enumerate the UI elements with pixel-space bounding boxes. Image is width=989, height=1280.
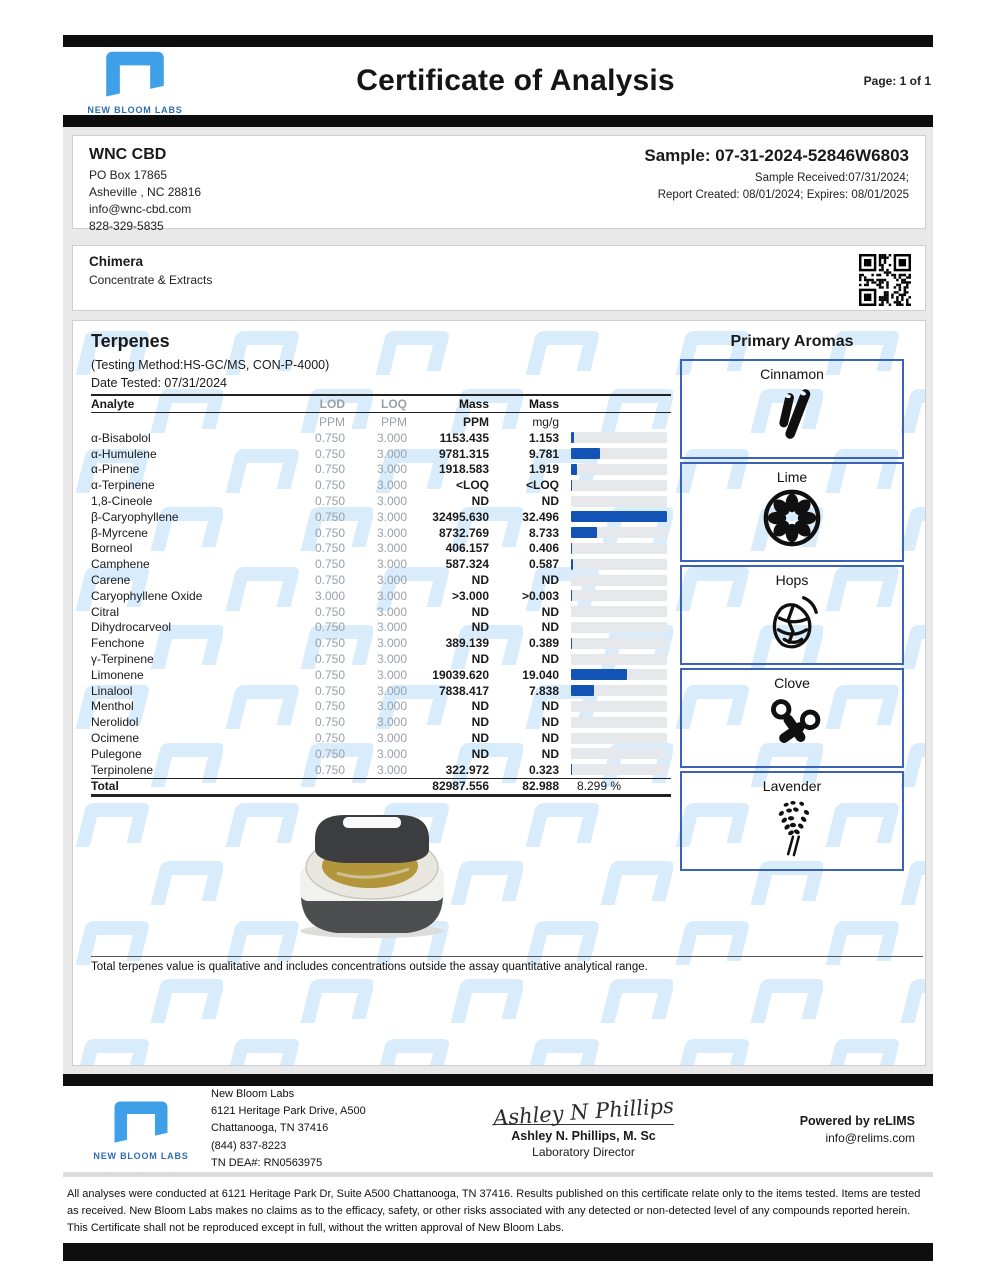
cell-mass-mgg: ND — [541, 652, 559, 667]
bottom-rule-bar — [63, 1243, 933, 1261]
footer-rule-bar — [63, 1074, 933, 1086]
bar-track — [571, 638, 667, 649]
testing-method: (Testing Method:HS-GC/MS, CON-P-4000) — [91, 358, 330, 372]
bar-fill — [571, 764, 572, 775]
product-box — [72, 245, 926, 311]
table-header-row — [91, 394, 671, 413]
cell-analyte: Citral — [91, 604, 120, 619]
cell-mass-mgg: ND — [541, 731, 559, 746]
cell-lod: 0.750 — [314, 652, 345, 667]
cell-mass-mgg: >0.003 — [521, 588, 559, 603]
table-row — [91, 651, 671, 667]
aroma-box-cinnamon — [680, 359, 904, 459]
cell-mass-ppm: 9781.315 — [438, 446, 489, 461]
cell-mass-ppm: ND — [471, 699, 489, 714]
cell-mass-mgg: 0.406 — [528, 541, 559, 556]
bar-fill — [571, 559, 573, 570]
bar-track — [571, 543, 667, 554]
lab-address2: Chattanooga, TN 37416 — [211, 1122, 329, 1135]
cell-mass-ppm: ND — [471, 731, 489, 746]
cell-lod: 0.750 — [314, 636, 345, 651]
table-row — [91, 762, 671, 778]
cell-analyte: Borneol — [91, 541, 133, 556]
table-row — [91, 620, 671, 636]
cell-loq: 3.000 — [376, 494, 407, 509]
cell-bar — [571, 622, 671, 633]
cell-mass-ppm: >3.000 — [451, 588, 489, 603]
cell-mass-ppm: ND — [471, 746, 489, 761]
powered-by: Powered by reLIMS — [799, 1113, 915, 1128]
cell-bar — [571, 717, 671, 728]
sample-report-dates: Report Created: 08/01/2024; Expires: 08/01/2025 — [657, 189, 909, 202]
total-mass-ppm: 82987.556 — [432, 779, 489, 794]
aroma-box-lime — [680, 462, 904, 562]
cell-loq: 3.000 — [376, 462, 407, 477]
cell-mass-mgg: ND — [541, 699, 559, 714]
cell-analyte: Dihydrocarveol — [91, 620, 172, 635]
cell-lod: 0.750 — [314, 715, 345, 730]
cell-bar — [571, 496, 671, 507]
cell-loq: 3.000 — [376, 746, 407, 761]
cinnamon-icon — [682, 384, 902, 451]
cell-mass-ppm: ND — [471, 604, 489, 619]
cell-bar — [571, 685, 671, 696]
table-total-row — [91, 778, 671, 797]
date-tested: Date Tested: 07/31/2024 — [91, 376, 227, 390]
lab-name: New Bloom Labs — [211, 1088, 295, 1101]
cell-bar — [571, 543, 671, 554]
total-percent: 8.299 % — [577, 779, 622, 794]
bar-fill — [571, 543, 572, 554]
cell-analyte: α-Bisabolol — [91, 430, 151, 445]
bar-fill — [571, 638, 572, 649]
bar-fill — [571, 432, 574, 443]
cell-lod: 0.750 — [314, 557, 345, 572]
cell-mass-ppm: 406.157 — [445, 541, 489, 556]
bar-track — [571, 622, 667, 633]
bar-track — [571, 590, 667, 601]
total-mass-mgg: 82.988 — [522, 779, 559, 794]
bar-fill — [571, 464, 577, 475]
table-row — [91, 746, 671, 762]
cell-lod: 0.750 — [314, 573, 345, 588]
unit-mass-mgg: mg/g — [532, 414, 559, 429]
client-sample-box — [72, 135, 926, 234]
bar-track — [571, 748, 667, 759]
bar-track — [571, 448, 667, 459]
cell-mass-mgg: ND — [541, 715, 559, 730]
cell-bar — [571, 654, 671, 665]
cell-mass-ppm: ND — [471, 652, 489, 667]
total-label: Total — [91, 779, 119, 794]
cell-mass-mgg: 0.389 — [528, 636, 559, 651]
bar-fill — [571, 669, 627, 680]
aroma-label: Hops — [775, 572, 809, 588]
cell-lod: 0.750 — [314, 541, 345, 556]
cell-bar — [571, 669, 671, 680]
bar-track — [571, 685, 667, 696]
cell-mass-ppm: <LOQ — [455, 478, 489, 493]
terpenes-title: Terpenes — [91, 331, 170, 351]
cell-mass-ppm: ND — [471, 573, 489, 588]
cell-bar — [571, 559, 671, 570]
cell-mass-mgg: ND — [541, 746, 559, 761]
cell-lod: 0.750 — [314, 462, 345, 477]
bar-track — [571, 496, 667, 507]
cell-mass-ppm: 587.324 — [445, 557, 489, 572]
cell-analyte: Ocimene — [91, 731, 140, 746]
cell-analyte: Fenchone — [91, 636, 145, 651]
cell-mass-ppm: 8732.769 — [438, 525, 489, 540]
footer-lab-logo — [81, 1098, 201, 1161]
cell-analyte: Camphene — [91, 557, 150, 572]
terpene-rows — [91, 430, 671, 778]
cell-mass-ppm: ND — [471, 494, 489, 509]
page-title: Certificate of Analysis — [356, 64, 675, 97]
cell-loq: 3.000 — [376, 478, 407, 493]
table-row — [91, 493, 671, 509]
cell-loq: 3.000 — [376, 604, 407, 619]
cell-mass-mgg: 0.323 — [528, 762, 559, 777]
cell-bar — [571, 590, 671, 601]
cell-mass-mgg: 8.733 — [528, 525, 559, 540]
aroma-label: Clove — [774, 675, 810, 691]
product-block — [89, 254, 212, 287]
cell-bar — [571, 733, 671, 744]
cell-lod: 0.750 — [314, 509, 345, 524]
client-address2: Asheville , NC 28816 — [89, 185, 202, 200]
cell-lod: 0.750 — [314, 762, 345, 777]
lab-address1: 6121 Heritage Park Drive, A500 — [211, 1105, 366, 1118]
cell-mass-mgg: 0.587 — [528, 557, 559, 572]
signature-script: Ashley N Phillips — [492, 1093, 675, 1130]
cell-loq: 3.000 — [376, 667, 407, 682]
cell-mass-mgg: ND — [541, 573, 559, 588]
table-row — [91, 477, 671, 493]
aroma-box-clove — [680, 668, 904, 768]
col-mass-mgg: Mass — [528, 397, 559, 411]
lab-phone: (844) 837-8223 — [211, 1139, 287, 1152]
product-type: Concentrate & Extracts — [89, 273, 213, 287]
cell-loq: 3.000 — [376, 509, 407, 524]
cell-lod: 0.750 — [314, 683, 345, 698]
qr-code — [859, 254, 911, 306]
cell-analyte: α-Humulene — [91, 446, 157, 461]
cell-bar — [571, 527, 671, 538]
cell-analyte: Limonene — [91, 667, 144, 682]
bar-fill — [571, 448, 600, 459]
unit-mass-ppm: PPM — [462, 414, 489, 429]
aroma-label: Cinnamon — [760, 366, 824, 382]
bar-track — [571, 717, 667, 728]
table-row — [91, 714, 671, 730]
table-row — [91, 430, 671, 446]
cell-mass-mgg: ND — [541, 620, 559, 635]
cell-bar — [571, 606, 671, 617]
cell-bar — [571, 464, 671, 475]
cell-loq: 3.000 — [376, 715, 407, 730]
cell-mass-ppm: 1918.583 — [438, 462, 489, 477]
cell-lod: 0.750 — [314, 699, 345, 714]
bar-track — [571, 606, 667, 617]
cell-mass-ppm: 7838.417 — [438, 683, 489, 698]
cell-analyte: γ-Terpinene — [91, 652, 154, 667]
col-mass-ppm: Mass — [458, 397, 489, 411]
qualitative-note: Total terpenes value is qualitative and includes concentrations outside the assay quantitative analytical range. — [91, 956, 923, 973]
col-lod: LOD — [319, 397, 345, 411]
clove-icon — [682, 693, 902, 760]
sample-received: Sample Received:07/31/2024; — [754, 172, 909, 184]
bar-fill — [571, 480, 572, 491]
cell-analyte: Caryophyllene Oxide — [91, 588, 203, 603]
sample-block — [644, 146, 909, 216]
cell-loq: 3.000 — [376, 525, 407, 540]
cell-lod: 0.750 — [314, 620, 345, 635]
table-row — [91, 730, 671, 746]
bar-track — [571, 575, 667, 586]
terpenes-table — [91, 394, 671, 797]
product-name: Chimera — [89, 254, 144, 269]
aroma-label: Lime — [776, 469, 808, 485]
document-body — [63, 127, 933, 1074]
col-loq: LOQ — [381, 397, 407, 411]
bar-track — [571, 527, 667, 538]
header — [63, 47, 933, 115]
product-photo — [267, 809, 477, 946]
cell-bar — [571, 764, 671, 775]
bar-track — [571, 669, 667, 680]
cell-analyte: Nerolidol — [91, 715, 139, 730]
cell-analyte: α-Terpinene — [91, 478, 155, 493]
bar-track — [571, 654, 667, 665]
table-row — [91, 525, 671, 541]
primary-aromas-title: Primary Aromas — [730, 333, 854, 350]
table-row — [91, 556, 671, 572]
lime-icon — [682, 487, 902, 554]
cell-loq: 3.000 — [376, 446, 407, 461]
logo-wordmark: NEW BLOOM LABS — [93, 1150, 189, 1161]
table-row — [91, 509, 671, 525]
cell-bar — [571, 701, 671, 712]
cell-mass-mgg: <LOQ — [525, 478, 559, 493]
lab-logo — [63, 48, 193, 115]
cell-bar — [571, 638, 671, 649]
client-name: WNC CBD — [89, 146, 167, 163]
table-units-row — [91, 413, 671, 430]
bar-track — [571, 764, 667, 775]
hops-icon — [682, 590, 902, 657]
cell-analyte: Menthol — [91, 699, 134, 714]
cell-lod: 0.750 — [314, 746, 345, 761]
bar-fill — [571, 685, 594, 696]
client-block — [89, 146, 202, 234]
cell-loq: 3.000 — [376, 636, 407, 651]
cell-mass-mgg: ND — [541, 494, 559, 509]
cell-bar — [571, 575, 671, 586]
bar-track — [571, 559, 667, 570]
signature-block — [416, 1093, 751, 1159]
cell-loq: 3.000 — [376, 699, 407, 714]
cell-loq: 3.000 — [376, 652, 407, 667]
cell-mass-ppm: 322.972 — [445, 762, 489, 777]
cell-mass-mgg: 7.838 — [528, 683, 559, 698]
cell-lod: 0.750 — [314, 446, 345, 461]
cell-loq: 3.000 — [376, 683, 407, 698]
cell-lod: 0.750 — [314, 525, 345, 540]
bar-track — [571, 701, 667, 712]
cell-mass-mgg: 19.040 — [522, 667, 559, 682]
powered-by-block — [751, 1114, 921, 1145]
cell-mass-ppm: ND — [471, 715, 489, 730]
client-email: info@wnc-cbd.com — [89, 202, 192, 217]
cell-mass-ppm: 1153.435 — [439, 430, 489, 445]
cell-mass-ppm: 389.139 — [445, 636, 489, 651]
bar-track — [571, 464, 667, 475]
cell-loq: 3.000 — [376, 541, 407, 556]
signer-name: Ashley N. Phillips, M. Sc — [511, 1128, 656, 1143]
table-row — [91, 572, 671, 588]
lavender-icon — [682, 796, 902, 863]
table-row — [91, 683, 671, 699]
bar-track — [571, 511, 667, 522]
cell-bar — [571, 511, 671, 522]
cell-lod: 0.750 — [314, 430, 345, 445]
cell-loq: 3.000 — [376, 588, 407, 603]
cell-loq: 3.000 — [376, 762, 407, 777]
bar-fill — [571, 527, 597, 538]
table-row — [91, 667, 671, 683]
cell-loq: 3.000 — [376, 731, 407, 746]
table-row — [91, 635, 671, 651]
aroma-box-lavender — [680, 771, 904, 871]
bar-track — [571, 480, 667, 491]
cell-bar — [571, 748, 671, 759]
cell-lod: 0.750 — [314, 667, 345, 682]
bar-fill — [571, 590, 572, 601]
table-row — [91, 541, 671, 557]
bar-track — [571, 432, 667, 443]
disclaimer-text: All analyses were conducted at 6121 Heritage Park Dr, Suite A500 Chattanooga, TN 37416. Results published on this certificate relate only to the items tested. Items are tested as received. New Bloom Labs makes no claims as to the efficacy, safety, or other risks associated with any detected or non-detected level of any compounds reported herein. This Certificate shall not be reproduced except in full, without the written approval of New Bloom Labs. — [67, 1188, 921, 1235]
page-number-label: Page: 1 of 1 — [863, 74, 931, 88]
cell-analyte: Linalool — [91, 683, 133, 698]
cell-analyte: 1,8-Cineole — [91, 494, 153, 509]
cell-bar — [571, 432, 671, 443]
cell-lod: 0.750 — [314, 731, 345, 746]
cell-analyte: Carene — [91, 573, 131, 588]
cell-mass-mgg: 9.781 — [528, 446, 559, 461]
cell-lod: 3.000 — [314, 588, 345, 603]
cell-lod: 0.750 — [314, 478, 345, 493]
cell-mass-mgg: 1.919 — [528, 462, 559, 477]
cell-mass-mgg: 1.153 — [528, 430, 559, 445]
cell-lod: 0.750 — [314, 494, 345, 509]
new-bloom-labs-logo-icon — [105, 1098, 177, 1149]
powered-email: info@relims.com — [825, 1130, 915, 1145]
cell-bar — [571, 448, 671, 459]
lab-address-block — [201, 1086, 416, 1171]
sample-id: Sample: 07-31-2024-52846W6803 — [644, 146, 909, 165]
logo-wordmark: NEW BLOOM LABS — [87, 104, 183, 115]
header-rule-bar — [63, 115, 933, 127]
cell-mass-mgg: ND — [541, 604, 559, 619]
client-phone: 828-329-5835 — [89, 219, 164, 234]
bar-fill — [571, 511, 667, 522]
bar-track — [571, 733, 667, 744]
table-row — [91, 446, 671, 462]
cell-analyte: β-Myrcene — [91, 525, 148, 540]
cell-mass-ppm: 19039.620 — [432, 667, 489, 682]
table-row — [91, 588, 671, 604]
new-bloom-labs-logo-icon — [96, 48, 174, 103]
cell-analyte: Terpinolene — [91, 762, 154, 777]
cell-bar — [571, 480, 671, 491]
results-content — [73, 321, 925, 946]
cell-mass-ppm: 32495.630 — [432, 509, 489, 524]
cell-lod: 0.750 — [314, 604, 345, 619]
cell-loq: 3.000 — [376, 620, 407, 635]
primary-aromas-panel — [680, 331, 904, 946]
table-row — [91, 699, 671, 715]
col-analyte: Analyte — [91, 397, 135, 411]
cell-mass-ppm: ND — [471, 620, 489, 635]
terpenes-section — [91, 331, 680, 946]
cell-analyte: β-Caryophyllene — [91, 509, 179, 524]
results-box — [72, 320, 926, 1066]
aroma-label: Lavender — [762, 778, 822, 794]
signer-title: Laboratory Director — [532, 1144, 635, 1159]
unit-loq: PPM — [380, 414, 407, 429]
cell-loq: 3.000 — [376, 557, 407, 572]
aroma-box-hops — [680, 565, 904, 665]
cell-mass-mgg: 32.496 — [522, 509, 559, 524]
table-row — [91, 604, 671, 620]
cell-loq: 3.000 — [376, 430, 407, 445]
cell-loq: 3.000 — [376, 573, 407, 588]
cell-analyte: Pulegone — [91, 746, 142, 761]
lab-dea: TN DEA#: RN0563975 — [211, 1156, 323, 1169]
client-address1: PO Box 17865 — [89, 168, 168, 182]
top-rule-bar — [63, 35, 933, 47]
unit-lod: PPM — [318, 414, 345, 429]
table-row — [91, 462, 671, 478]
footer — [63, 1086, 933, 1172]
cell-analyte: α-Pinene — [91, 462, 140, 477]
